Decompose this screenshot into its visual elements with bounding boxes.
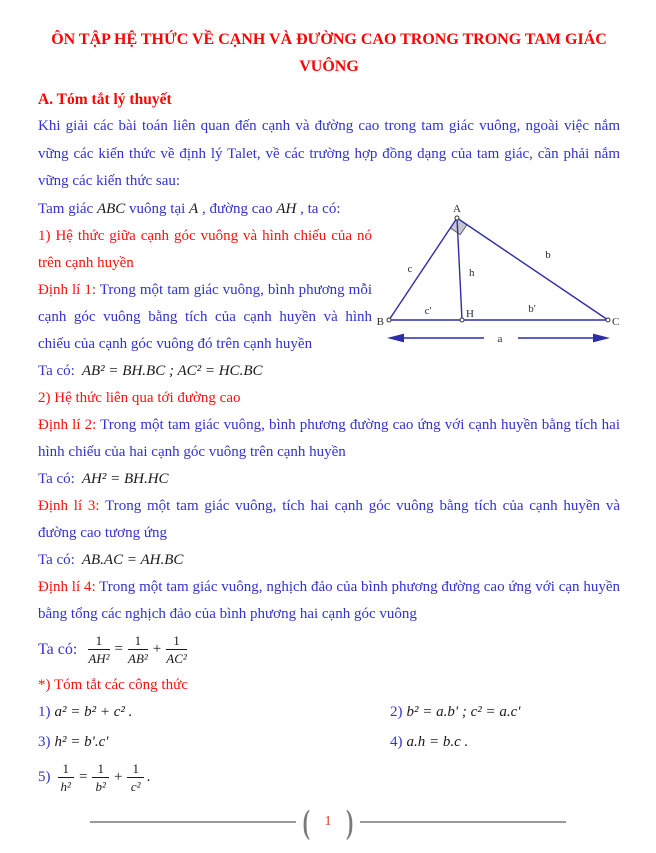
setup-text-1: Tam giác	[38, 200, 97, 217]
dinh-li-1-paragraph	[38, 277, 372, 358]
plus-sign: +	[152, 641, 162, 657]
ta-co-2-line	[38, 466, 620, 493]
formula-1-number: 1)	[38, 704, 51, 720]
theory-text-column	[38, 196, 372, 385]
ta-co-4-equation	[38, 628, 620, 672]
formula-5	[38, 758, 390, 798]
dinh-li-2-paragraph	[38, 412, 620, 466]
fraction-numerator: 1	[128, 633, 148, 650]
foot-dot-h	[460, 318, 464, 322]
ta-co-1-formula: AB² = BH.BC ; AC² = HC.BC	[81, 362, 263, 379]
formula-3-number: 3)	[38, 734, 51, 750]
page-number: 1	[324, 814, 332, 829]
side-ab-line	[389, 218, 457, 320]
dinh-li-3-paragraph	[38, 493, 620, 547]
section-a-heading: A. Tóm tắt lý thuyết	[38, 91, 172, 108]
formula-3-math: h² = b'.c'	[54, 734, 109, 750]
fraction-numerator: 1	[58, 761, 75, 778]
formula-5-period: .	[146, 769, 151, 785]
vertex-label-c: C	[612, 315, 620, 328]
formula-2-math: b² = a.b' ; c² = a.c'	[406, 704, 521, 720]
altitude-label-h: h	[469, 266, 475, 279]
fraction-1-over-b2	[92, 761, 109, 794]
segment-label-b-prime: b'	[528, 302, 536, 315]
intro-paragraph: Khi giải các bài toán liên quan đến cạnh và đường cao trong tam giác vuông, ngoài việc nắm vững các kiến thức về định lý Talet, về các trường hợp đồng dạng của tam giác, cần phải nắm vững các kiến thức sau:	[38, 118, 620, 189]
vertex-dot-c	[606, 318, 610, 322]
footer-brace-left: (	[302, 801, 310, 841]
formula-grid	[38, 698, 620, 798]
dinh-li-1-text: Trong một tam giác vuông, bình phương mỗi cạnh góc vuông bằng tích của cạnh huyền và hình chiếu của cạnh góc vuông đó trên cạnh huyền	[38, 281, 372, 352]
formula-3	[38, 728, 390, 758]
formula-2	[390, 698, 620, 728]
side-label-b: b	[545, 248, 551, 261]
fraction-numerator: 1	[127, 761, 144, 778]
fraction-1-over-ab2	[128, 633, 148, 666]
equals-sign: =	[114, 641, 124, 657]
footer-rule-right	[360, 821, 566, 823]
footer-rule-left	[90, 821, 296, 823]
fraction-numerator: 1	[88, 633, 109, 650]
section2-heading: 2) Hệ thức liên qua tới đường cao	[38, 389, 241, 406]
fraction-1-over-h2	[58, 761, 75, 794]
formula-4-number: 4)	[390, 734, 403, 750]
dinh-li-4-paragraph	[38, 574, 620, 628]
ta-co-2-label: Ta có:	[38, 470, 75, 487]
ta-co-1-label: Ta có:	[38, 362, 75, 379]
vertex-dot-b	[387, 318, 391, 322]
doc-title	[38, 26, 620, 80]
setup-math-ah: AH	[276, 200, 297, 217]
formula-4-math: a.h = b.c .	[406, 734, 469, 750]
section2-block	[38, 385, 620, 672]
fraction-1-over-c2	[127, 761, 144, 794]
theory-and-diagram-row	[38, 196, 620, 385]
fraction-denominator: AC²	[166, 651, 187, 666]
dinh-li-2-text: Trong một tam giác vuông, bình phương đường cao ứng với cạnh huyền bằng tích hai hình chiếu của hai cạnh góc vuông trên cạnh huyền	[38, 416, 620, 460]
setup-math-a: A	[189, 200, 199, 217]
ta-co-3-label: Ta có:	[38, 551, 75, 568]
triangle-figure-svg	[372, 200, 620, 352]
formula-4	[390, 728, 620, 758]
ta-co-3-formula: AB.AC = AH.BC	[81, 551, 184, 568]
fraction-denominator: AB²	[128, 651, 148, 666]
section1-heading: 1) Hệ thức giữa cạnh góc vuông và hình chiếu của nó trên cạnh huyền	[38, 227, 372, 271]
ta-co-1-line	[38, 358, 372, 385]
vertex-dot-a	[455, 216, 459, 220]
ta-co-2-formula: AH² = BH.HC	[81, 470, 169, 487]
segment-label-c-prime: c'	[424, 304, 432, 317]
fraction-denominator: c²	[130, 779, 141, 794]
fraction-numerator: 1	[166, 633, 187, 650]
ta-co-4-label: Ta có:	[38, 640, 78, 658]
fraction-1-over-ac2	[166, 633, 187, 666]
doc-title-line1: ÔN TẬP HỆ THỨC VỀ CẠNH VÀ ĐƯỜNG CAO TRONG TRONG TAM GIÁC	[51, 31, 607, 48]
page-footer	[90, 802, 566, 842]
summary-heading: *) Tóm tắt các công thức	[38, 676, 188, 693]
fraction-1-over-ah2	[88, 633, 109, 666]
dinh-li-3-text: Trong một tam giác vuông, tích hai cạnh góc vuông bằng tích của cạnh huyền và đường cao tương ứng	[38, 497, 620, 541]
right-angle-marker	[450, 218, 467, 235]
vertex-label-b: B	[376, 315, 384, 328]
formula-5-number: 5)	[38, 769, 51, 785]
dinh-li-2-label: Định lí 2:	[38, 416, 97, 433]
plus-sign: +	[113, 769, 123, 785]
formula-1-math: a² = b² + c² .	[54, 704, 133, 720]
dinh-li-4-label: Định lí 4:	[38, 578, 96, 595]
vertex-label-a: A	[453, 202, 461, 215]
setup-text-3: , đường cao	[198, 200, 277, 217]
footer-brace-right: )	[346, 801, 354, 841]
triangle-setup-line	[38, 196, 372, 223]
arrowhead-left	[387, 333, 404, 342]
side-label-c: c	[407, 262, 413, 275]
base-label-a: a	[497, 332, 503, 345]
formula-1	[38, 698, 390, 728]
setup-text-2: vuông tại	[125, 200, 190, 217]
dinh-li-1-label: Định lí 1:	[38, 281, 97, 298]
fraction-denominator: AH²	[88, 651, 110, 666]
equals-sign: =	[79, 769, 88, 785]
formula-2-number: 2)	[390, 704, 403, 720]
ta-co-3-line	[38, 547, 620, 574]
dinh-li-4-text: Trong một tam giác vuông, nghịch đảo của bình phương đường cao ứng với cạn huyền bằng tổng các nghịch đảo của bình phương hai cạnh góc vuông	[38, 578, 620, 622]
triangle-diagram	[372, 196, 620, 357]
fraction-denominator: h²	[60, 779, 71, 794]
setup-text-4: , ta có:	[296, 200, 341, 217]
doc-title-line2: VUÔNG	[299, 58, 359, 75]
fraction-denominator: b²	[95, 779, 106, 794]
foot-label-h: H	[466, 307, 474, 320]
arrowhead-right	[593, 333, 610, 342]
dinh-li-3-label: Định lí 3:	[38, 497, 100, 514]
fraction-numerator: 1	[92, 761, 109, 778]
setup-math-abc: ABC	[96, 200, 126, 217]
